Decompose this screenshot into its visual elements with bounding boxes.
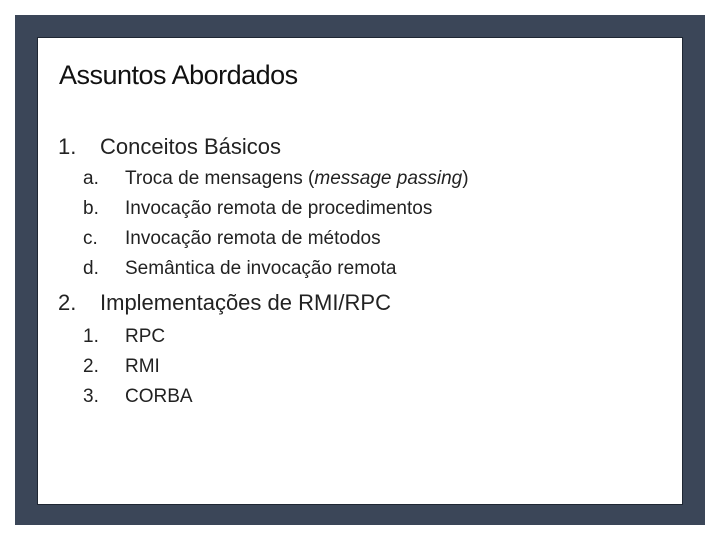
list-item bbox=[83, 326, 165, 348]
section-label: Conceitos Básicos bbox=[100, 134, 281, 159]
item-label: Invocação remota de procedimentos bbox=[125, 198, 433, 219]
item-label-pre: Troca de mensagens ( bbox=[125, 168, 315, 189]
item-marker: c. bbox=[83, 228, 98, 249]
item-marker: 3. bbox=[83, 386, 99, 407]
item-label: RPC bbox=[125, 326, 166, 347]
item-label: Semântica de invocação remota bbox=[125, 258, 397, 279]
list-item bbox=[83, 168, 469, 190]
item-marker: b. bbox=[83, 198, 99, 219]
item-marker: 2. bbox=[83, 356, 99, 377]
item-label: Invocação remota de métodos bbox=[125, 228, 381, 249]
item-marker: 1. bbox=[83, 326, 99, 347]
slide-frame bbox=[15, 15, 705, 525]
item-marker: a. bbox=[83, 168, 99, 189]
section-2 bbox=[58, 290, 391, 316]
item-marker: d. bbox=[83, 258, 99, 279]
slide bbox=[37, 37, 683, 505]
list-item bbox=[83, 228, 381, 250]
list-item bbox=[83, 356, 160, 378]
item-label-post: ) bbox=[462, 168, 469, 189]
section-marker: 2. bbox=[58, 290, 77, 315]
item-label: CORBA bbox=[125, 386, 193, 407]
section-label: Implementações de RMI/RPC bbox=[100, 290, 391, 315]
item-label-italic: message passing bbox=[314, 168, 463, 189]
list-item bbox=[83, 258, 396, 280]
list-item bbox=[83, 386, 193, 408]
section-marker: 1. bbox=[58, 134, 77, 159]
section-1 bbox=[58, 134, 281, 160]
slide-title: Assuntos Abordados bbox=[59, 60, 298, 90]
item-label: RMI bbox=[125, 356, 160, 377]
list-item bbox=[83, 198, 432, 220]
